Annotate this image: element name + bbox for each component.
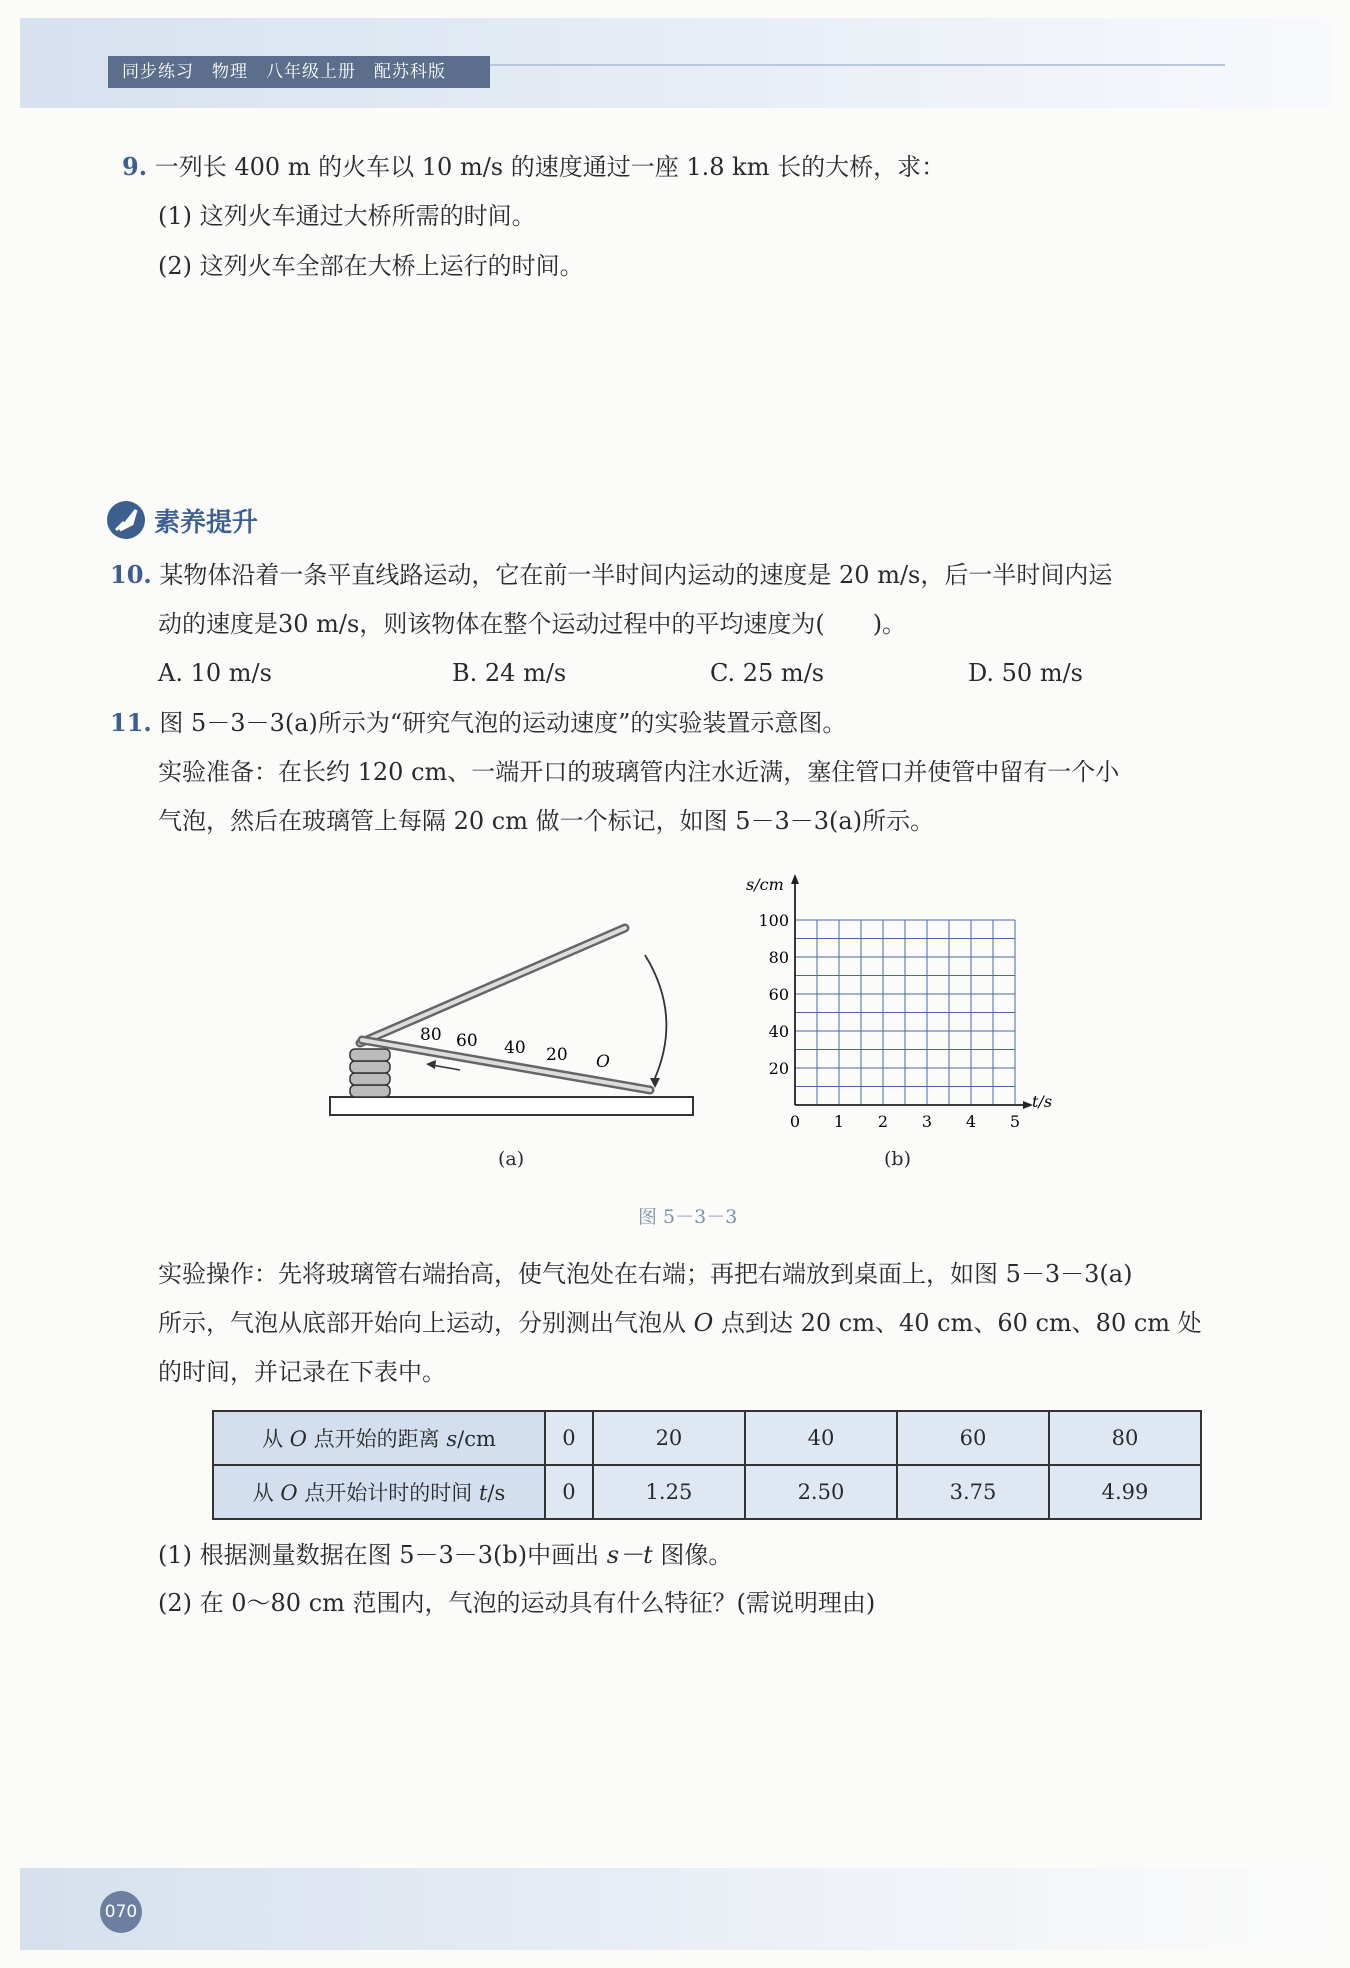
x-tick-label: 5 <box>1009 1112 1021 1130</box>
row-header-time-o: O <box>280 1481 298 1505</box>
tube-mark-20: 20 <box>546 1045 568 1065</box>
row-header-time-a: 从 <box>252 1481 281 1505</box>
q9-sub1: (1) 这列火车通过大桥所需的时间。 <box>158 202 536 230</box>
row-header-distance <box>213 1411 545 1465</box>
row-header-time <box>213 1465 545 1519</box>
figure-b-label: (b) <box>884 1148 911 1170</box>
q9-sub2: (2) 这列火车全部在大桥上运行的时间。 <box>158 252 584 280</box>
q11-op-line2-o: O <box>693 1309 714 1337</box>
time-cell: 2.50 <box>745 1465 897 1519</box>
q9-number: 9. <box>122 152 148 181</box>
q10-line1 <box>110 560 1112 590</box>
q10-option-d: D. 50 m/s <box>968 659 1083 687</box>
distance-cell: 80 <box>1049 1411 1201 1465</box>
row-header-time-c: /s <box>487 1481 506 1505</box>
time-cell: 1.25 <box>593 1465 745 1519</box>
q11-line1 <box>110 708 846 738</box>
x-tick-label: 0 <box>789 1112 801 1130</box>
row-header-distance-var: s <box>446 1427 458 1451</box>
y-tick-label: 20 <box>768 1059 789 1078</box>
grid-lines <box>795 920 1015 1105</box>
st-grid-chart <box>740 870 1060 1130</box>
tube-mark-origin: O <box>596 1052 610 1072</box>
y-tick-labels <box>758 911 789 1078</box>
measurement-table <box>212 1410 1202 1520</box>
x-tick-label: 1 <box>833 1112 845 1130</box>
x-tick-label: 2 <box>877 1112 889 1130</box>
y-tick-label: 80 <box>768 948 789 967</box>
q10-line2: 动的速度是30 m/s，则该物体在整个运动过程中的平均速度为( )。 <box>158 610 907 638</box>
q11-sub1 <box>158 1540 732 1570</box>
header-rule <box>490 64 1225 66</box>
distance-cell: 0 <box>545 1411 593 1465</box>
q11-sub1-b: 图像。 <box>652 1541 733 1569</box>
table-base <box>330 1097 693 1115</box>
table-row <box>213 1465 1201 1519</box>
q11-op-line2 <box>158 1308 1202 1338</box>
q11-op-line2-b: 点到达 20 cm、40 cm、60 cm、80 cm 处 <box>713 1309 1202 1337</box>
footer-band <box>20 1868 1330 1950</box>
time-cell: 3.75 <box>897 1465 1049 1519</box>
page-number: 070 <box>100 1891 142 1933</box>
row-header-distance-a: 从 <box>262 1427 290 1451</box>
q10-line1-text: 某物体沿着一条平直线路运动，它在前一半时间内运动的速度是 20 m/s，后一半时间内运 <box>159 561 1113 589</box>
table-row <box>213 1411 1201 1465</box>
bubble-arrow <box>432 1065 460 1070</box>
q11-prep-line2: 气泡，然后在玻璃管上每隔 20 cm 做一个标记，如图 5－3－3(a)所示。 <box>158 807 935 835</box>
y-tick-label: 100 <box>758 911 789 930</box>
y-tick-label: 40 <box>768 1022 789 1041</box>
y-axis-arrow <box>791 874 799 884</box>
distance-cell: 40 <box>745 1411 897 1465</box>
distance-cell: 20 <box>593 1411 745 1465</box>
q10-option-c: C. 25 m/s <box>710 659 825 687</box>
q11-op-line1: 实验操作：先将玻璃管右端抬高，使气泡处在右端；再把右端放到桌面上，如图 5－3－3(a) <box>158 1260 1133 1288</box>
time-cell: 0 <box>545 1465 593 1519</box>
q11-sub1-a: (1) 根据测量数据在图 5－3－3(b)中画出 <box>158 1541 607 1569</box>
y-axis-label: s/cm <box>746 875 784 894</box>
rotation-arrow <box>645 955 666 1078</box>
tube-mark-80: 80 <box>420 1025 442 1045</box>
row-header-distance-c: /cm <box>457 1427 496 1451</box>
x-tick-label: 4 <box>965 1112 977 1130</box>
distance-cell: 60 <box>897 1411 1049 1465</box>
q10-option-a: A. 10 m/s <box>158 659 272 687</box>
figure-caption: 图 5－3－3 <box>638 1206 738 1228</box>
q11-sub2: (2) 在 0～80 cm 范围内，气泡的运动具有什么特征？(需说明理由) <box>158 1589 876 1617</box>
row-header-time-b: 点开始计时的时间 <box>297 1481 479 1505</box>
q11-number: 11. <box>110 708 152 737</box>
q11-line1-text: 图 5－3－3(a)所示为“研究气泡的运动速度”的实验装置示意图。 <box>159 709 847 737</box>
q9-stem-text: 一列长 400 m 的火车以 10 m/s 的速度通过一座 1.8 km 长的大桥，求： <box>154 153 946 181</box>
x-tick-label: 3 <box>921 1112 933 1130</box>
q11-sub1-var: s－t <box>606 1541 653 1569</box>
x-axis-label: t/s <box>1032 1092 1053 1111</box>
figure-a-label: (a) <box>498 1148 525 1170</box>
q9-stem <box>122 152 945 182</box>
header-tag: 同步练习 物理 八年级上册 配苏科版 <box>108 56 490 88</box>
block-stack <box>350 1049 390 1097</box>
raised-tube <box>360 928 625 1043</box>
row-header-time-var: t <box>478 1481 488 1505</box>
time-cell: 4.99 <box>1049 1465 1201 1519</box>
q10-option-b: B. 24 m/s <box>452 659 567 687</box>
row-header-distance-b: 点开始的距离 <box>307 1427 447 1451</box>
bubble-arrow-head <box>426 1060 436 1069</box>
tube-mark-60: 60 <box>456 1031 478 1051</box>
q11-op-line2-a: 所示，气泡从底部开始向上运动，分别测出气泡从 <box>158 1309 694 1337</box>
q10-number: 10. <box>110 560 152 589</box>
tube-mark-40: 40 <box>504 1038 526 1058</box>
y-tick-label: 60 <box>768 985 789 1004</box>
q11-prep-line1: 实验准备：在长约 120 cm、一端开口的玻璃管内注水近满，塞住管口并使管中留有一个小 <box>158 758 1120 786</box>
apparatus-diagram <box>320 900 710 1130</box>
row-header-distance-o: O <box>289 1427 307 1451</box>
x-tick-labels <box>790 1112 1020 1130</box>
rocket-icon <box>106 500 146 540</box>
section-title: 素养提升 <box>154 508 259 538</box>
q11-op-line3: 的时间，并记录在下表中。 <box>158 1358 446 1386</box>
section-heading <box>106 500 259 540</box>
